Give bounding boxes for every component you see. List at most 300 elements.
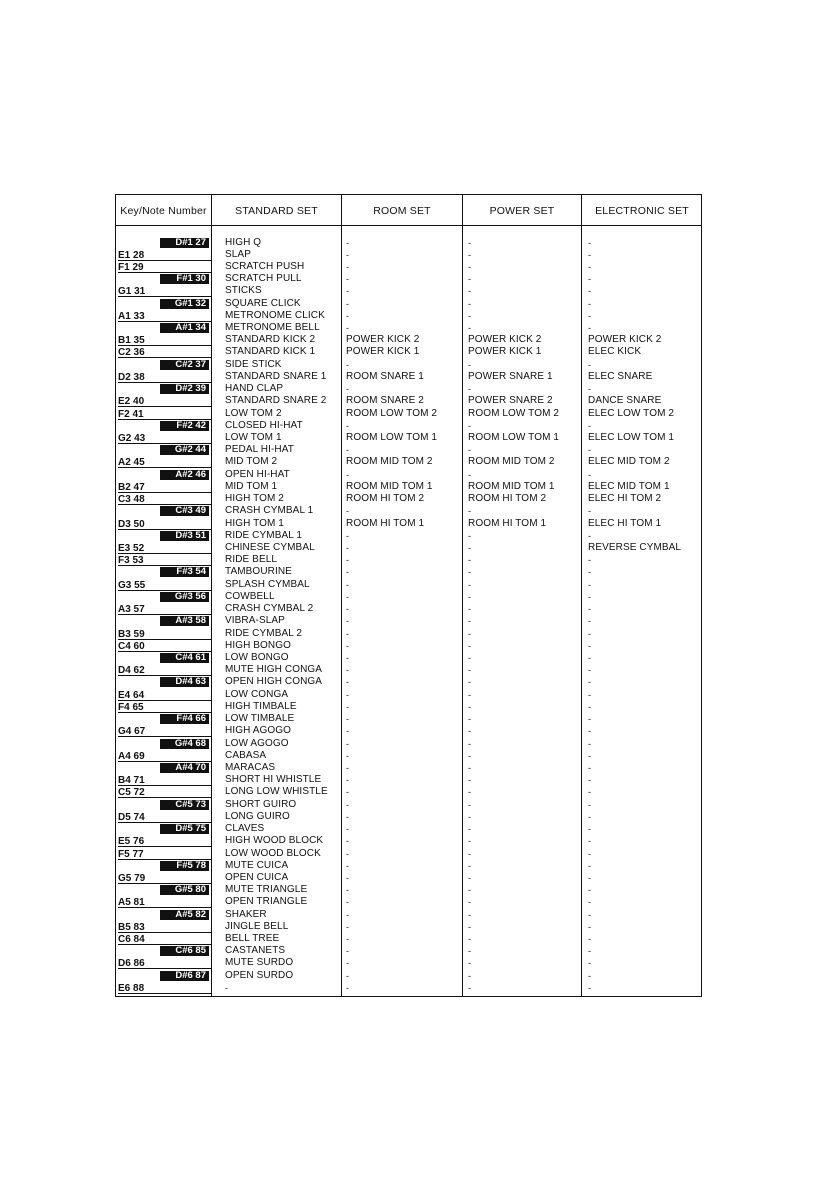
electronic-set-cell: - [588, 934, 591, 945]
drum-set-table [115, 194, 702, 997]
power-set-cell: - [468, 469, 471, 480]
standard-set-cell: MUTE SURDO [225, 957, 294, 969]
electronic-set-cell: - [588, 604, 591, 615]
room-set-cell: - [346, 420, 349, 431]
room-set-cell: - [346, 934, 349, 945]
power-set-cell: POWER KICK 2 [468, 334, 542, 346]
room-set-cell: ROOM SNARE 1 [346, 370, 424, 382]
electronic-set-cell: - [588, 555, 591, 566]
electronic-set-cell: - [588, 420, 591, 431]
electronic-set-cell: - [588, 579, 591, 590]
black-key-label: D#1 27 [160, 238, 209, 248]
room-set-cell: - [346, 909, 349, 920]
header-divider [116, 225, 701, 226]
power-set-cell: - [468, 323, 471, 334]
power-set-cell: - [468, 384, 471, 395]
electronic-set-cell: ELEC MID TOM 1 [588, 480, 670, 492]
power-set-cell: - [468, 799, 471, 810]
room-set-cell: - [346, 885, 349, 896]
power-set-cell: ROOM MID TOM 1 [468, 480, 555, 492]
standard-set-cell: VIBRA-SLAP [225, 615, 285, 627]
standard-set-cell: LOW WOOD BLOCK [225, 847, 321, 859]
standard-set-cell: SLAP [225, 248, 251, 260]
power-set-cell: - [468, 286, 471, 297]
white-key-label: G1 31 [118, 284, 211, 297]
standard-set-cell: RIDE CYMBAL 1 [225, 529, 303, 541]
standard-set-cell: HIGH WOOD BLOCK [225, 835, 324, 847]
standard-set-cell: SCRATCH PUSH [225, 260, 305, 272]
room-set-cell: - [346, 543, 349, 553]
standard-set-cell: OPEN CUICA [225, 871, 289, 883]
room-set-cell: - [346, 665, 349, 676]
standard-set-cell: LOW CONGA [225, 688, 289, 700]
standard-set-cell: SIDE STICK [225, 358, 282, 370]
black-key-label: G#5 80 [160, 885, 209, 895]
electronic-set-cell: ELEC HI TOM 1 [588, 517, 662, 529]
room-set-cell: - [346, 836, 349, 847]
power-set-cell: - [468, 750, 471, 761]
electronic-set-cell: - [588, 860, 591, 871]
power-set-cell: - [468, 701, 471, 712]
power-set-cell: - [468, 237, 471, 248]
electronic-set-cell: ELEC KICK [588, 346, 642, 358]
standard-set-cell: RIDE CYMBAL 2 [225, 627, 303, 639]
electronic-set-cell: - [588, 836, 591, 847]
room-set-cell: - [346, 921, 349, 932]
power-set-cell: - [468, 885, 471, 896]
standard-set-cell: METRONOME CLICK [225, 309, 325, 321]
power-set-cell: - [468, 591, 471, 602]
power-set-cell: - [468, 738, 471, 749]
room-set-cell: - [346, 689, 349, 700]
power-set-cell: - [468, 420, 471, 431]
standard-set-cell: MID TOM 2 [225, 456, 278, 468]
room-set-cell: - [346, 249, 349, 260]
electronic-set-cell: - [588, 640, 591, 651]
room-set-cell: - [346, 726, 349, 737]
room-set-cell: - [346, 555, 349, 566]
room-set-cell: - [346, 824, 349, 835]
electronic-set-cell: ELEC MID TOM 2 [588, 456, 670, 468]
white-key-label: E4 64 [118, 688, 211, 701]
black-key-label: F#1 30 [160, 274, 209, 284]
power-set-cell: - [468, 677, 471, 688]
room-set-cell: POWER KICK 1 [346, 346, 420, 358]
standard-set-cell: RIDE BELL [225, 554, 278, 566]
electronic-set-cell: - [588, 872, 591, 883]
room-set-cell: - [346, 701, 349, 712]
black-key-label: A#5 82 [160, 910, 209, 920]
room-set-cell: - [346, 506, 349, 517]
black-key-label: D#3 51 [160, 531, 209, 541]
power-set-cell: - [468, 689, 471, 700]
power-set-cell: - [468, 775, 471, 786]
black-key-label: A#2 46 [160, 470, 209, 480]
room-set-cell: - [346, 677, 349, 688]
power-set-cell: - [468, 543, 471, 553]
power-set-cell: - [468, 946, 471, 957]
electronic-set-cell: - [588, 909, 591, 920]
room-set-cell: - [346, 799, 349, 810]
electronic-set-cell: - [588, 824, 591, 835]
electronic-set-cell: - [588, 616, 591, 627]
standard-set-cell: STANDARD SNARE 1 [225, 370, 327, 382]
electronic-set-cell: POWER KICK 2 [588, 334, 662, 346]
standard-set-cell: LOW TIMBALE [225, 713, 295, 725]
electronic-set-cell: - [588, 714, 591, 725]
black-key-label: G#1 32 [160, 299, 209, 309]
black-key-label: F#4 66 [160, 714, 209, 724]
power-set-cell: - [468, 787, 471, 798]
standard-set-cell: COWBELL [225, 590, 275, 602]
standard-set-cell: LONG GUIRO [225, 810, 290, 822]
white-key-label: F4 65 [118, 700, 211, 713]
electronic-set-cell: - [588, 567, 591, 578]
room-set-cell: - [346, 982, 349, 993]
power-set-cell: - [468, 909, 471, 920]
standard-set-cell: SQUARE CLICK [225, 297, 301, 309]
white-key-label: G2 43 [118, 431, 211, 444]
room-set-cell: - [346, 616, 349, 627]
room-set-cell: - [346, 640, 349, 651]
power-set-cell: - [468, 579, 471, 590]
electronic-set-cell: ELEC SNARE [588, 370, 653, 382]
electronic-set-cell: - [588, 261, 591, 272]
white-key-label: G3 55 [118, 578, 211, 591]
electronic-set-cell: - [588, 274, 591, 285]
standard-set-cell: CRASH CYMBAL 1 [225, 505, 314, 517]
black-key-label: C#5 73 [160, 800, 209, 810]
power-set-cell: POWER SNARE 1 [468, 370, 553, 382]
white-key-label: A5 81 [118, 895, 211, 908]
white-key-label: B5 83 [118, 920, 211, 933]
electronic-set-cell: - [588, 982, 591, 993]
header-power-set: POWER SET [489, 205, 555, 217]
room-set-cell: - [346, 787, 349, 798]
white-key-label: A2 45 [118, 455, 211, 468]
room-set-cell: - [346, 567, 349, 578]
power-set-cell: - [468, 628, 471, 639]
white-key-label: D5 74 [118, 810, 211, 823]
electronic-set-cell: DANCE SNARE [588, 395, 662, 407]
room-set-cell: - [346, 946, 349, 957]
standard-set-cell: SHORT GUIRO [225, 798, 297, 810]
power-set-cell: - [468, 872, 471, 883]
black-key-label: D#5 75 [160, 824, 209, 834]
electronic-set-cell: - [588, 384, 591, 395]
black-key-label: C#3 49 [160, 506, 209, 516]
column-divider [211, 195, 212, 996]
room-set-cell: ROOM SNARE 2 [346, 395, 424, 407]
room-set-cell: - [346, 591, 349, 602]
power-set-cell: ROOM MID TOM 2 [468, 456, 555, 468]
standard-set-cell: JINGLE BELL [225, 920, 289, 932]
standard-set-cell: HIGH Q [225, 236, 262, 248]
standard-set-cell: CHINESE CYMBAL [225, 542, 315, 553]
power-set-cell: - [468, 640, 471, 651]
white-key-label: E1 28 [118, 248, 211, 261]
room-set-cell: - [346, 714, 349, 725]
electronic-set-cell: - [588, 237, 591, 248]
standard-set-cell: SPLASH CYMBAL [225, 578, 310, 590]
white-key-label: G5 79 [118, 871, 211, 884]
electronic-set-cell: - [588, 652, 591, 663]
power-set-cell: - [468, 604, 471, 615]
black-key-label: D#4 63 [160, 677, 209, 687]
electronic-set-cell: - [588, 286, 591, 297]
room-set-cell: - [346, 286, 349, 297]
black-key-label: C#2 37 [160, 360, 209, 370]
power-set-cell: - [468, 860, 471, 871]
room-set-cell: ROOM HI TOM 2 [346, 493, 425, 505]
room-set-cell: - [346, 298, 349, 309]
electronic-set-cell: - [588, 323, 591, 334]
standard-set-cell: LOW BONGO [225, 651, 289, 663]
standard-set-cell: OPEN HI-HAT [225, 468, 290, 480]
electronic-set-cell: - [588, 970, 591, 981]
power-set-cell: - [468, 848, 471, 859]
room-set-cell: ROOM HI TOM 1 [346, 517, 425, 529]
standard-set-cell: HIGH BONGO [225, 639, 292, 651]
electronic-set-cell: - [588, 750, 591, 761]
room-set-cell: - [346, 970, 349, 981]
power-set-cell: - [468, 261, 471, 272]
room-set-cell: - [346, 628, 349, 639]
header-room-set: ROOM SET [373, 205, 431, 217]
room-set-cell: - [346, 261, 349, 272]
white-key-label: D3 50 [118, 517, 211, 530]
standard-set-cell: STANDARD KICK 1 [225, 346, 316, 358]
room-set-cell: - [346, 860, 349, 871]
white-key-label: F1 29 [118, 260, 211, 273]
electronic-set-cell: - [588, 298, 591, 309]
standard-set-cell: SHORT HI WHISTLE [225, 774, 322, 786]
room-set-cell: - [346, 469, 349, 480]
standard-set-cell: MUTE CUICA [225, 859, 289, 871]
white-key-label: D4 62 [118, 663, 211, 676]
electronic-set-cell: REVERSE CYMBAL [588, 542, 682, 553]
power-set-cell: - [468, 897, 471, 908]
black-key-label: F#5 78 [160, 861, 209, 871]
white-key-label: E6 88 [118, 981, 211, 994]
room-set-cell: - [346, 530, 349, 541]
white-key-label: B4 71 [118, 773, 211, 786]
standard-set-cell: MUTE HIGH CONGA [225, 664, 323, 676]
electronic-set-cell: - [588, 787, 591, 798]
standard-set-cell: STICKS [225, 285, 262, 297]
room-set-cell: - [346, 604, 349, 615]
white-key-label: E3 52 [118, 541, 211, 554]
standard-set-cell: LONG LOW WHISTLE [225, 786, 328, 798]
standard-set-cell: HAND CLAP [225, 383, 284, 395]
power-set-cell: - [468, 726, 471, 737]
black-key-label: C#6 85 [160, 946, 209, 956]
electronic-set-cell: - [588, 921, 591, 932]
standard-set-cell: OPEN SURDO [225, 969, 294, 981]
electronic-set-cell: - [588, 591, 591, 602]
electronic-set-cell: ELEC LOW TOM 2 [588, 407, 675, 419]
standard-set-cell: OPEN TRIANGLE [225, 896, 308, 908]
black-key-label: F#2 42 [160, 421, 209, 431]
standard-set-cell: PEDAL HI-HAT [225, 444, 294, 456]
electronic-set-cell: - [588, 359, 591, 370]
standard-set-cell: METRONOME BELL [225, 322, 320, 334]
room-set-cell: - [346, 958, 349, 969]
power-set-cell: - [468, 652, 471, 663]
power-set-cell: - [468, 762, 471, 773]
standard-set-cell: - [225, 982, 228, 993]
white-key-label: C2 36 [118, 345, 211, 358]
electronic-set-cell: - [588, 799, 591, 810]
room-set-cell: - [346, 848, 349, 859]
standard-set-cell: CRASH CYMBAL 2 [225, 603, 314, 615]
white-key-label: B3 59 [118, 627, 211, 640]
power-set-cell: - [468, 567, 471, 578]
electronic-set-cell: ELEC LOW TOM 1 [588, 432, 675, 444]
column-divider [581, 195, 582, 996]
standard-set-cell: HIGH AGOGO [225, 725, 292, 737]
electronic-set-cell: - [588, 958, 591, 969]
standard-set-cell: SCRATCH PULL [225, 273, 302, 285]
standard-set-cell: HIGH TOM 1 [225, 517, 284, 529]
white-key-label: C3 48 [118, 492, 211, 505]
white-key-label: F3 53 [118, 553, 211, 566]
electronic-set-cell: - [588, 885, 591, 896]
room-set-cell: - [346, 384, 349, 395]
power-set-cell: - [468, 811, 471, 822]
electronic-set-cell: - [588, 775, 591, 786]
room-set-cell: - [346, 750, 349, 761]
black-key-label: G#3 56 [160, 592, 209, 602]
room-set-cell: - [346, 738, 349, 749]
white-key-label: C4 60 [118, 639, 211, 652]
black-key-label: A#1 34 [160, 323, 209, 333]
standard-set-cell: LOW AGOGO [225, 737, 289, 749]
black-key-label: A#4 70 [160, 763, 209, 773]
room-set-cell: ROOM MID TOM 2 [346, 456, 433, 468]
electronic-set-cell: - [588, 701, 591, 712]
electronic-set-cell: ELEC HI TOM 2 [588, 493, 662, 505]
black-key-label: D#2 39 [160, 384, 209, 394]
room-set-cell: - [346, 811, 349, 822]
electronic-set-cell: - [588, 897, 591, 908]
room-set-cell: - [346, 775, 349, 786]
power-set-cell: ROOM HI TOM 1 [468, 517, 547, 529]
power-set-cell: - [468, 824, 471, 835]
electronic-set-cell: - [588, 506, 591, 517]
white-key-label: D2 38 [118, 370, 211, 383]
electronic-set-cell: - [588, 445, 591, 456]
power-set-cell: - [468, 530, 471, 541]
room-set-cell: - [346, 652, 349, 663]
header-standard-set: STANDARD SET [235, 205, 318, 217]
standard-set-cell: LOW TOM 2 [225, 407, 282, 419]
room-set-cell: ROOM LOW TOM 2 [346, 407, 438, 419]
power-set-cell: - [468, 836, 471, 847]
power-set-cell: - [468, 445, 471, 456]
room-set-cell: - [346, 274, 349, 285]
standard-set-cell: LOW TOM 1 [225, 432, 282, 444]
white-key-label: A1 33 [118, 309, 211, 322]
room-set-cell: ROOM LOW TOM 1 [346, 432, 438, 444]
white-key-label: F5 77 [118, 847, 211, 860]
electronic-set-cell: - [588, 530, 591, 541]
power-set-cell: - [468, 958, 471, 969]
power-set-cell: ROOM HI TOM 2 [468, 493, 547, 505]
electronic-set-cell: - [588, 762, 591, 773]
power-set-cell: ROOM LOW TOM 1 [468, 432, 560, 444]
black-key-label: F#3 54 [160, 567, 209, 577]
white-key-label: C5 72 [118, 785, 211, 798]
white-key-label: G4 67 [118, 724, 211, 737]
standard-set-cell: CLAVES [225, 823, 265, 835]
power-set-cell: - [468, 555, 471, 566]
black-key-label: A#3 58 [160, 616, 209, 626]
white-key-label: C6 84 [118, 932, 211, 945]
electronic-set-cell: - [588, 628, 591, 639]
standard-set-cell: BELL TREE [225, 933, 280, 945]
power-set-cell: - [468, 714, 471, 725]
standard-set-cell: HIGH TIMBALE [225, 700, 297, 712]
header-key-note-number: Key/Note Number [120, 205, 207, 217]
electronic-set-cell: - [588, 689, 591, 700]
white-key-label: D6 86 [118, 956, 211, 969]
power-set-cell: ROOM LOW TOM 2 [468, 407, 560, 419]
electronic-set-cell: - [588, 726, 591, 737]
column-divider [462, 195, 463, 996]
electronic-set-cell: - [588, 811, 591, 822]
power-set-cell: - [468, 298, 471, 309]
electronic-set-cell: - [588, 310, 591, 321]
standard-set-cell: MARACAS [225, 761, 276, 773]
white-key-label: B2 47 [118, 480, 211, 493]
electronic-set-cell: - [588, 738, 591, 749]
standard-set-cell: TAMBOURINE [225, 566, 292, 578]
standard-set-cell: STANDARD KICK 2 [225, 334, 316, 346]
room-set-cell: - [346, 897, 349, 908]
standard-set-cell: CLOSED HI-HAT [225, 419, 303, 431]
room-set-cell: - [346, 323, 349, 334]
power-set-cell: - [468, 665, 471, 676]
room-set-cell: - [346, 445, 349, 456]
standard-set-cell: MUTE TRIANGLE [225, 884, 308, 896]
power-set-cell: - [468, 249, 471, 260]
white-key-label: A4 69 [118, 749, 211, 762]
standard-set-cell: SHAKER [225, 908, 267, 920]
standard-set-cell: CASTANETS [225, 945, 286, 957]
power-set-cell: - [468, 921, 471, 932]
room-set-cell: - [346, 310, 349, 321]
column-divider [341, 195, 342, 996]
electronic-set-cell: - [588, 848, 591, 859]
standard-set-cell: STANDARD SNARE 2 [225, 395, 327, 407]
power-set-cell: - [468, 982, 471, 993]
room-set-cell: - [346, 237, 349, 248]
room-set-cell: - [346, 359, 349, 370]
power-set-cell: - [468, 934, 471, 945]
standard-set-cell: OPEN HIGH CONGA [225, 676, 323, 688]
white-key-label: F2 41 [118, 407, 211, 420]
room-set-cell: - [346, 872, 349, 883]
room-set-cell: - [346, 762, 349, 773]
white-key-label: E2 40 [118, 394, 211, 407]
power-set-cell: - [468, 310, 471, 321]
electronic-set-cell: - [588, 249, 591, 260]
room-set-cell: POWER KICK 2 [346, 334, 420, 346]
power-set-cell: - [468, 970, 471, 981]
black-key-label: G#2 44 [160, 445, 209, 455]
electronic-set-cell: - [588, 469, 591, 480]
